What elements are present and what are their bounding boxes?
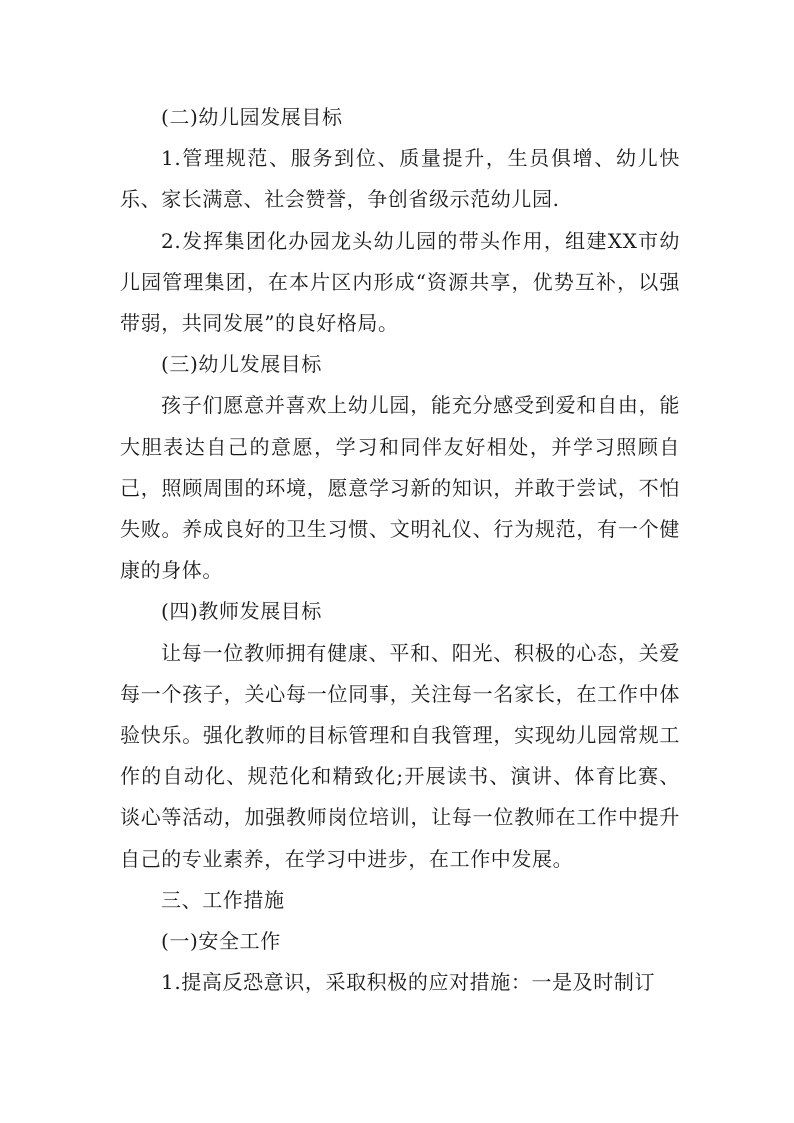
section-heading-work-measures: 三、工作措施 (161, 887, 285, 912)
paragraph-anti-terror: 1.提高反恐意识，采取积极的应对措施：一是及时制订 (161, 970, 656, 995)
subheading-teacher-goals: (四)教师发展目标 (161, 599, 323, 624)
paragraph-goal-2: 2.发挥集团化办园龙头幼儿园的带头作用，组建XX市幼儿园管理集团，在本片区内形成“资源共享，优势互补，以强带弱，共同发展”的良好格局。 (120, 228, 680, 336)
subheading-kindergarten-goals: (二)幼儿园发展目标 (161, 105, 343, 129)
document-body (120, 97, 680, 1003)
subheading-safety-work: (一)安全工作 (161, 929, 281, 954)
subheading-child-goals: (三)幼儿发展目标 (161, 352, 323, 377)
paragraph-goal-1: 1.管理规范、服务到位、质量提升，生员俱增、幼儿快乐、家长满意、社会赞誉，争创省级示范幼儿园. (120, 146, 680, 212)
paragraph-teacher-goals: 让每一位教师拥有健康、平和、阳光、积极的心态，关爱每一个孩子，关心每一位同事，关注每一名家长，在工作中体验快乐。强化教师的目标管理和自我管理，实现幼儿园常规工作的自动化、规范化和精致化;开展读书、演讲、体育比赛、谈心等活动，加强教师岗位培训，让每一位教师在工作中提升自己的专业素养，在学习中进步，在工作中发展。 (120, 640, 680, 871)
paragraph-child-goals: 孩子们愿意并喜欢上幼儿园，能充分感受到爱和自由，能大胆表达自己的意愿，学习和同伴友好相处，并学习照顾自己，照顾周围的环境，愿意学习新的知识，并敢于尝试，不怕失败。养成良好的卫生习惯、文明礼仪、行为规范，有一个健康的身体。 (120, 393, 680, 583)
